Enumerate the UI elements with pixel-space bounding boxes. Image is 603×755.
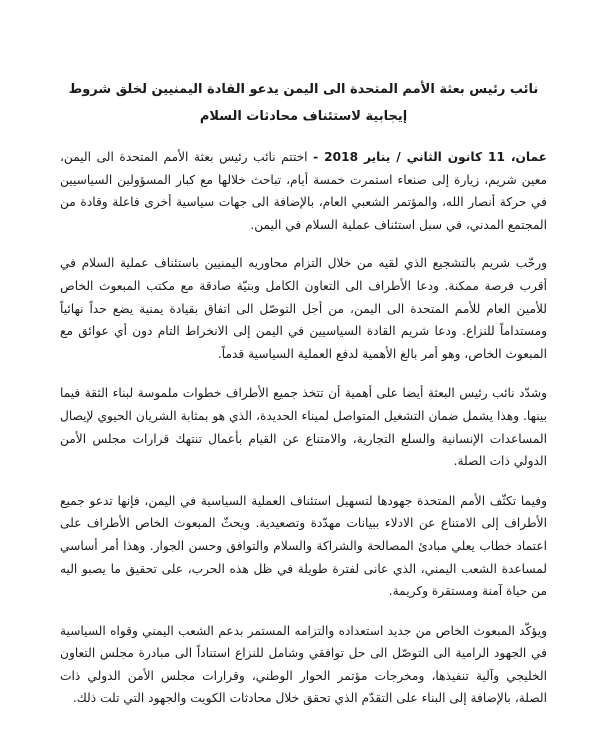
- paragraph-5: ويؤكّد المبعوث الخاص من جديد استعداده والتزامه المستمر بدعم الشعب اليمني وقواه السياسية في الجهود الرامية الى التوصّل الى حل توافقي وشامل للنزاع استناداً الى مبادرة مجلس التعاون الخليجي وآلية تنفيذها، ومخرجات مؤتمر الحوار الوطني، وقرارات مجلس الأمن الدولي ذات الصلة، بالإضافة إلى البناء على التقدّم الذي تحقق خلال محادثات الكويت والجهود التي تلت ذلك.: [60, 623, 547, 706]
- document-title: نائب رئيس بعثة الأمم المتحدة الى اليمن يدعو القادة اليمنيين لخلق شروط إيجابية لاستئناف محادثات السلام: [68, 82, 539, 124]
- dateline: عمان، 11 كانون الثاني / يناير 2018 -: [313, 150, 547, 164]
- paragraph-2: ورحّب شريم بالتشجيع الذي لقيه من خلال التزام محاوريه اليمنيين باستئناف عملية السلام في أقرب فرصة ممكنة. ودعا الأطراف الى التعاون الكامل وبنيّة صادقة مع مكتب المبعوث الخاص للأمين العام للأمم المتحدة الى اليمن، من أجل التوصّل الى اتفاق بقيادة يمنية يضع حداً نهائياً ومستداماً للنزاع. ودعا شريم القادة السياسيين في اليمن إلى الانخراط التام دون أي عوائق مع المبعوث الخاص، وهو أمر بالغ الأهمية لدفع العملية السياسية قدماً.: [60, 256, 547, 361]
- paragraph-4: وفيما تكثّف الأمم المتحدة جهودها لتسهيل استئناف العملية السياسية في اليمن، فإنها تدعو جميع الأطراف إلى الامتناع عن الادلاء ببيانات مهدّدة وتصعيدية. ويحثّ المبعوث الخاص الأطراف على اعتماد خطاب يعلي مبادئ المصالحة والشراكة والسلام والتوافق وحسن الجوار. وهذا أمر أساسي لمساعدة الشعب اليمني، الذي عانى لفترة طويلة في ظل هذه الحرب، على تحقيق ما يصبو اليه من حياة آمنة ومستقرة وكريمة.: [60, 493, 547, 599]
- paragraph-1-text: اختتم نائب رئيس بعثة الأمم المتحدة الى اليمن، معين شريم، زيارة إلى صنعاء استمرت خمسة أيام، تباحث خلالها مع كبار المسؤولين السياسيين في حركة أنصار الله، والمؤتمر الشعبي العام، بالإضافة الى جهات سياسية أخرى فاعلة وقادة من المجتمع المدني، في سبل استئناف عملية السلام في اليمن.: [60, 150, 547, 232]
- paragraph-1: [60, 146, 547, 236]
- paragraph-3: وشدّد نائب رئيس البعثة أيضا على أهمية أن تتخذ جميع الأطراف خطوات ملموسة لبناء الثقة فيما بينها. وهذا يشمل ضمان التشغيل المتواصل لميناء الحديدة، الذي هو بمثابة الشريان الحيوي لإيصال المساعدات الإنسانية والسلع التجارية، والامتناع عن القيام بأعمال تنتهك قرارات مجلس الأمن الدولي ذات الصلة.: [60, 386, 547, 469]
